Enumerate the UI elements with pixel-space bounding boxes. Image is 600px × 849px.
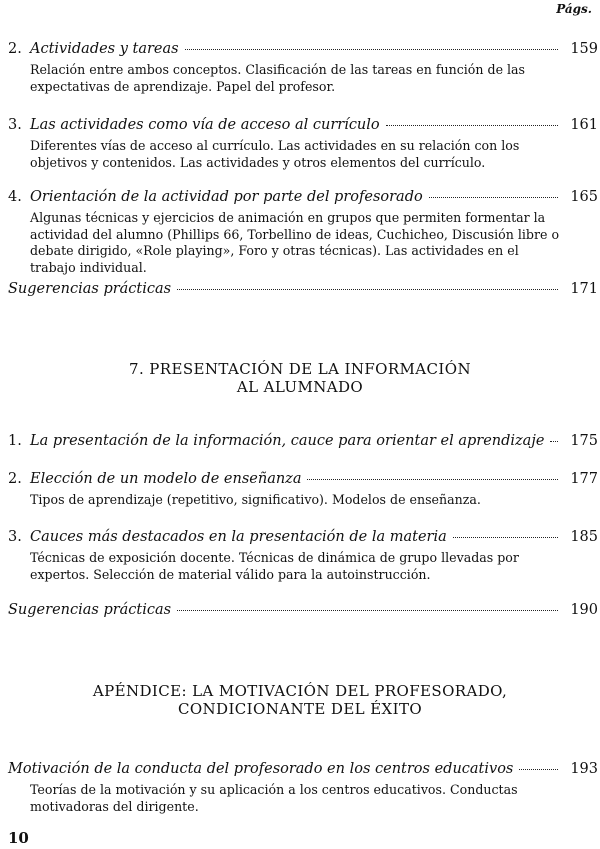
entry-number: 3. bbox=[8, 117, 22, 133]
toc-entry-actividades-tareas[interactable] bbox=[8, 40, 598, 95]
entry-description: Tipos de aprendizaje (repetitivo, significativo). Modelos de enseñanza. bbox=[30, 492, 481, 507]
dot-leader bbox=[307, 479, 558, 480]
chapter-heading-line1: 7. PRESENTACIÓN DE LA INFORMACIÓN bbox=[129, 360, 471, 378]
dot-leader bbox=[550, 441, 558, 442]
entry-description: Relación entre ambos conceptos. Clasificación de las tareas en función de las expectativas de aprendizaje. Papel del profesor. bbox=[30, 62, 526, 94]
dot-leader bbox=[429, 197, 558, 198]
entry-number: 4. bbox=[8, 189, 22, 205]
entry-page: 171 bbox=[570, 281, 598, 297]
chapter-heading-line2: AL ALUMNADO bbox=[236, 378, 364, 396]
dot-leader bbox=[185, 49, 558, 50]
toc-entry-presentacion[interactable] bbox=[8, 432, 598, 450]
entry-page: 193 bbox=[570, 761, 598, 777]
entry-title: Sugerencias prácticas bbox=[8, 281, 172, 297]
dot-leader bbox=[177, 289, 558, 290]
dot-leader bbox=[453, 537, 558, 538]
page-number: 10 bbox=[8, 829, 29, 847]
entry-title: Elección de un modelo de enseñanza bbox=[30, 471, 302, 487]
entry-title: Motivación de la conducta del profesorado en los centros educativos bbox=[8, 761, 514, 777]
entry-number: 2. bbox=[8, 471, 22, 487]
toc-entry-sugerencias[interactable] bbox=[8, 280, 598, 298]
pags-label: Págs. bbox=[556, 2, 592, 16]
entry-number: 1. bbox=[8, 433, 22, 449]
entry-title: Actividades y tareas bbox=[30, 41, 179, 57]
appendix-heading bbox=[0, 682, 600, 718]
toc-entry-cauces[interactable] bbox=[8, 528, 598, 583]
toc-entry-eleccion[interactable] bbox=[8, 470, 598, 509]
toc-entry-via-acceso[interactable] bbox=[8, 116, 598, 171]
entry-page: 190 bbox=[570, 602, 598, 618]
entry-title: Cauces más destacados en la presentación de la materia bbox=[30, 529, 447, 545]
chapter-heading bbox=[0, 360, 600, 396]
appendix-heading-line2: CONDICIONANTE DEL ÉXITO bbox=[177, 700, 423, 718]
toc-entry-sugerencias-7[interactable] bbox=[8, 601, 598, 619]
entry-page: 165 bbox=[570, 189, 598, 205]
entry-number: 3. bbox=[8, 529, 22, 545]
entry-description: Diferentes vías de acceso al currículo. Las actividades en su relación con los objetivos y contenidos. Las actividades y otros elementos del currículo. bbox=[30, 138, 520, 170]
appendix-heading-line1: APÉNDICE: LA MOTIVACIÓN DEL PROFESORADO, bbox=[92, 682, 508, 700]
entry-description: Algunas técnicas y ejercicios de animación en grupos que permiten formentar la actividad del alumno (Phillips 66, Torbellino de ideas, Cuchicheo, Discusión libre o debate dirigido, «Role playing», Foro y otras técnicas). Las actividades en el trabajo individual. bbox=[30, 210, 560, 275]
entry-page: 159 bbox=[570, 41, 598, 57]
entry-title: Sugerencias prácticas bbox=[8, 602, 172, 618]
dot-leader bbox=[386, 125, 558, 126]
entry-page: 185 bbox=[570, 529, 598, 545]
entry-title: La presentación de la información, cauce para orientar el aprendizaje bbox=[30, 433, 545, 449]
entry-title: Las actividades como vía de acceso al currículo bbox=[30, 117, 380, 133]
entry-page: 161 bbox=[570, 117, 598, 133]
toc-entry-motivacion[interactable] bbox=[8, 760, 598, 815]
entry-description: Técnicas de exposición docente. Técnicas de dinámica de grupo llevadas por expertos. Selección de material válido para la autoinstrucción. bbox=[30, 550, 519, 582]
entry-description: Teorías de la motivación y su aplicación a los centros educativos. Conductas motivadoras del dirigente. bbox=[30, 782, 518, 814]
entry-page: 175 bbox=[570, 433, 598, 449]
entry-page: 177 bbox=[570, 471, 598, 487]
entry-number: 2. bbox=[8, 41, 22, 57]
dot-leader bbox=[519, 769, 558, 770]
entry-title: Orientación de la actividad por parte del profesorado bbox=[30, 189, 423, 205]
toc-entry-orientacion[interactable] bbox=[8, 188, 598, 276]
dot-leader bbox=[177, 610, 558, 611]
